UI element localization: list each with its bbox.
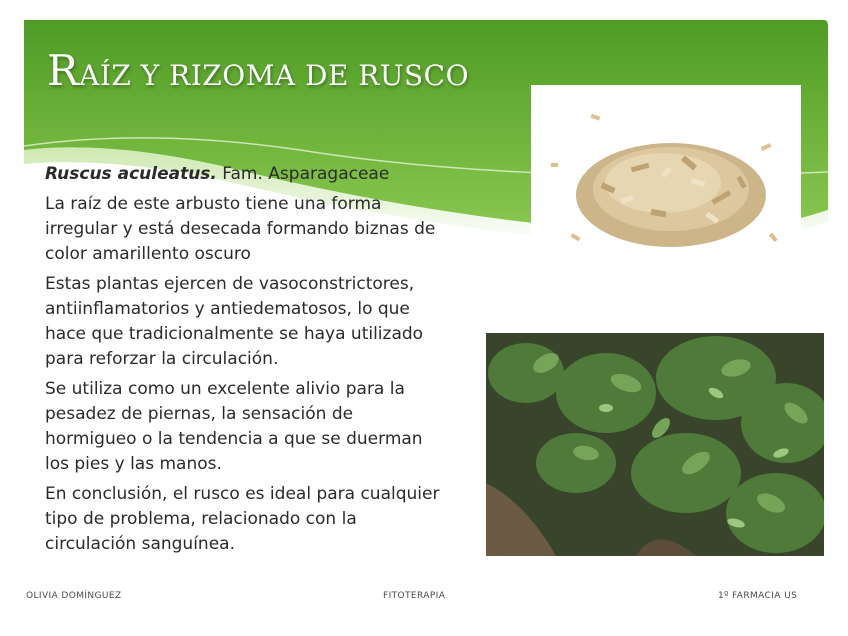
species-name: Ruscus aculeatus. [45, 164, 217, 184]
title-rest: AÍZ Y RIZOMA DE RUSCO [79, 59, 470, 92]
butchers-broom-plant-photo [486, 333, 824, 556]
dried-root-photo [531, 85, 801, 285]
paragraph-description: La raíz de este arbusto tiene una forma irregular y está desecada formando biznas de color amarillento oscuro [45, 194, 436, 264]
slide-body [45, 162, 450, 562]
species-line [45, 162, 450, 187]
paragraph-conclusion: En conclusión, el rusco es ideal para cualquier tipo de problema, relacionado con la circulación sanguínea. [45, 484, 440, 554]
slide-title [47, 46, 470, 95]
foliage-illustration [486, 333, 824, 556]
paragraph-effects: Estas plantas ejercen de vasoconstrictores, antiinflamatorios y antiedematosos, lo que hace que tradicionalmente se haya utilizado para reforzar la circulación. [45, 274, 424, 369]
dried-root-pile-illustration [531, 85, 801, 285]
footer-course: 1º FARMACIA US [718, 591, 798, 601]
title-initial: R [47, 46, 80, 95]
footer-author: OLIVIA DOMÍNGUEZ [26, 591, 122, 601]
paragraph-uses: Se utiliza como un excelente alivio para la pesadez de piernas, la sensación de hormigueo o la tendencia a que se duerman los pies y las manos. [45, 379, 423, 474]
family-name: Fam. Asparagaceae [216, 164, 390, 184]
footer-subject: FITOTERAPIA [383, 591, 446, 601]
